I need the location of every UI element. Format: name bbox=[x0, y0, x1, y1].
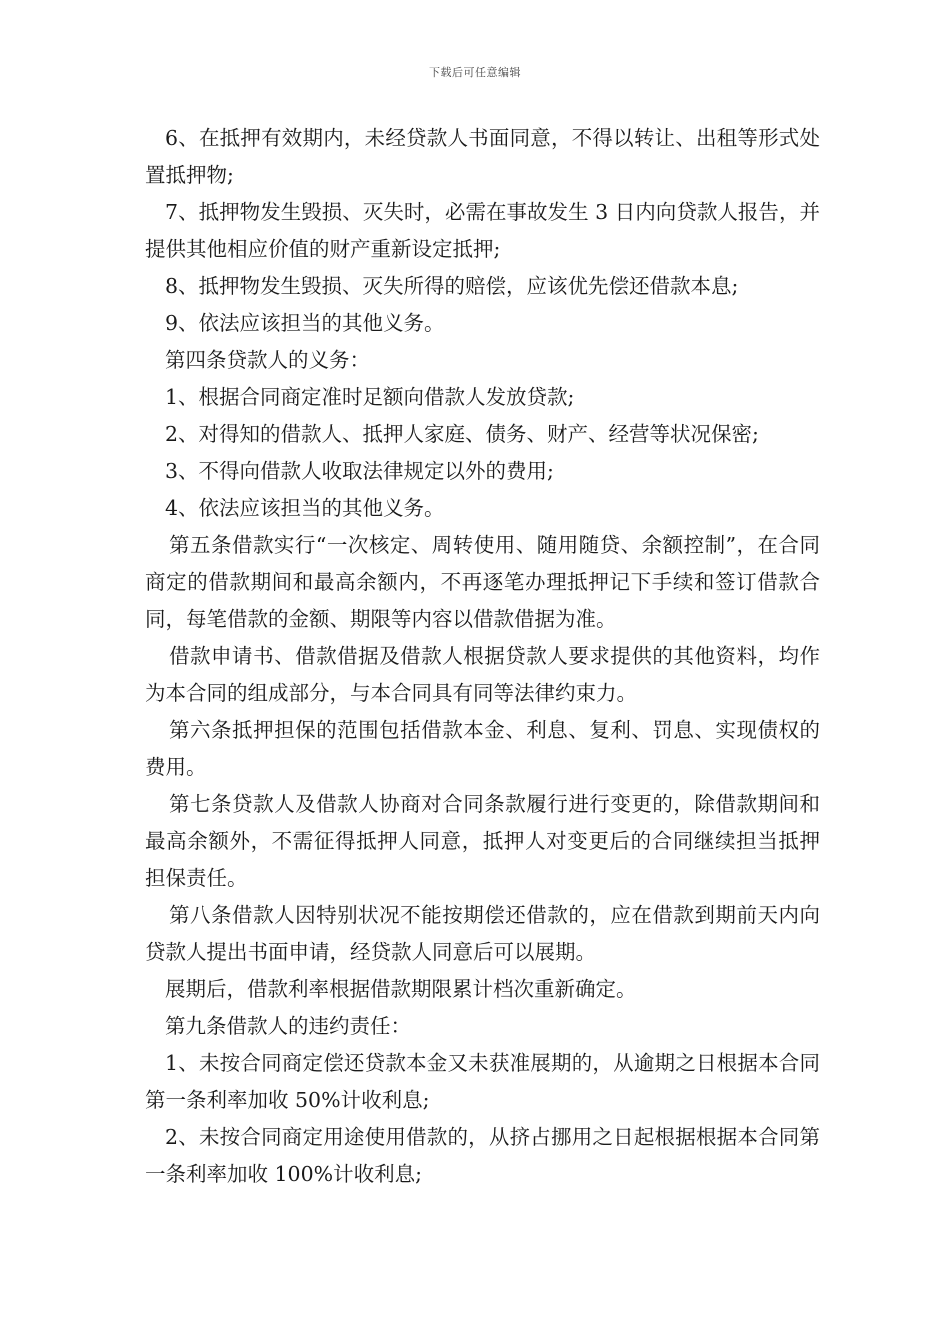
paragraph-article-4-heading: 第四条贷款人的义务： bbox=[165, 348, 370, 372]
paragraph-clause-8: 8、抵押物发生毁损、灭失所得的赔偿，应该优先偿还借款本息; bbox=[165, 274, 739, 298]
document-body bbox=[145, 120, 820, 1193]
paragraph-article-6: 第六条抵押担保的范围包括借款本金、利息、复利、罚息、实现债权的费用。 bbox=[145, 718, 820, 779]
paragraph-clause-6: 6、在抵押有效期内，未经贷款人书面同意，不得以转让、出租等形式处置抵押物; bbox=[145, 126, 820, 187]
paragraph-clause-9: 9、依法应该担当的其他义务。 bbox=[165, 311, 445, 335]
paragraph-extension: 展期后，借款利率根据借款期限累计档次重新确定。 bbox=[165, 977, 637, 1001]
paragraph-article-8: 第八条借款人因特别状况不能按期偿还借款的，应在借款到期前天内向贷款人提出书面申请，经贷款人同意后可以展期。 bbox=[145, 903, 820, 964]
page-header: 下载后可任意编辑 bbox=[429, 66, 521, 79]
paragraph-loan-documents: 借款申请书、借款借据及借款人根据贷款人要求提供的其他资料，均作为本合同的组成部分，与本合同具有同等法律约束力。 bbox=[145, 644, 820, 705]
paragraph-article-9-heading: 第九条借款人的违约责任： bbox=[165, 1014, 411, 1038]
paragraph-article-4-item-4: 4、依法应该担当的其他义务。 bbox=[165, 496, 445, 520]
paragraph-article-4-item-1: 1、根据合同商定准时足额向借款人发放贷款; bbox=[165, 385, 575, 409]
paragraph-article-4-item-2: 2、对得知的借款人、抵押人家庭、债务、财产、经营等状况保密; bbox=[165, 422, 759, 446]
paragraph-article-9-item-1: 1、未按合同商定偿还贷款本金又未获准展期的，从逾期之日根据本合同第一条利率加收 50%计收利息; bbox=[145, 1051, 820, 1112]
paragraph-article-5: 第五条借款实行“一次核定、周转使用、随用随贷、余额控制”，在合同商定的借款期间和最高余额内，不再逐笔办理抵押记下手续和签订借款合同，每笔借款的金额、期限等内容以借款借据为准。 bbox=[145, 533, 820, 631]
paragraph-article-9-item-2: 2、未按合同商定用途使用借款的，从挤占挪用之日起根据根据本合同第一条利率加收 100%计收利息; bbox=[145, 1125, 820, 1186]
paragraph-clause-7: 7、抵押物发生毁损、灭失时，必需在事故发生 3 日内向贷款人报告，并提供其他相应价值的财产重新设定抵押; bbox=[145, 200, 820, 261]
paragraph-article-4-item-3: 3、不得向借款人收取法律规定以外的费用; bbox=[165, 459, 554, 483]
paragraph-article-7: 第七条贷款人及借款人协商对合同条款履行进行变更的，除借款期间和最高余额外，不需征得抵押人同意，抵押人对变更后的合同继续担当抵押担保责任。 bbox=[145, 792, 820, 890]
